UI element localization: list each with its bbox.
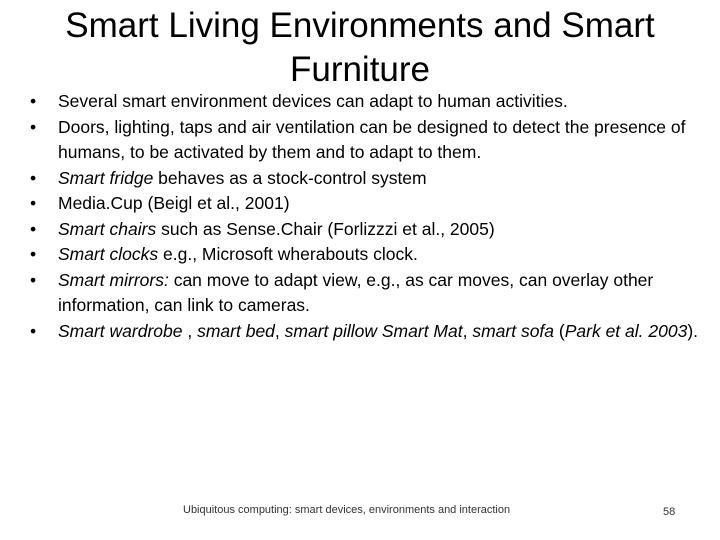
list-item (30, 166, 700, 192)
bullet-text: ( (554, 320, 565, 341)
bullet-emphasis: smart pillow Smart Mat (284, 320, 463, 341)
bullet-text: such as Sense.Chair (Forlizzzi et al., 2005) (156, 218, 495, 239)
bullet-icon: • (30, 116, 37, 137)
bullet-emphasis: Smart clocks (58, 244, 159, 264)
bullet-text: Media.Cup (Beigl et al., 2001) (58, 193, 290, 213)
bullet-icon: • (30, 91, 37, 111)
bullet-icon: • (30, 320, 37, 341)
list-item (30, 89, 700, 115)
bullet-emphasis: Smart wardrobe (58, 320, 183, 341)
page-number: 58 (663, 506, 676, 518)
bullet-emphasis: Smart chairs (58, 218, 157, 239)
list-item (30, 242, 700, 268)
bullet-text: , (182, 320, 198, 341)
list-item (30, 191, 700, 217)
bullet-emphasis: Smart mirrors: (58, 269, 169, 290)
slide-title: Smart Living Environments and Smart Furniture (65, 6, 655, 89)
bullet-text: , (462, 320, 473, 341)
bullet-text: , (274, 320, 285, 341)
list-item (30, 319, 700, 345)
bullet-icon: • (30, 218, 37, 239)
bullet-emphasis: smart sofa (472, 320, 555, 341)
bullet-text: ). (687, 320, 699, 341)
bullet-icon: • (30, 244, 37, 264)
bullet-icon: • (30, 167, 37, 188)
bullet-emphasis: Park et al. 2003 (564, 320, 688, 341)
bullet-text: can move to adapt view, e.g., as car moves, can overlay other information, can link to cameras. (58, 269, 654, 315)
list-item (30, 217, 700, 243)
bullet-emphasis: Smart fridge (58, 167, 154, 188)
list-item (30, 115, 700, 166)
bullet-icon: • (30, 193, 37, 213)
bullet-list (30, 89, 700, 344)
list-item (30, 268, 700, 319)
bullet-text: behaves as a stock-control system (153, 167, 427, 188)
bullet-text: Doors, lighting, taps and air ventilation can be designed to detect the presence of humans, to be activated by them and to adapt to them. (58, 116, 686, 162)
bullet-emphasis: smart bed (197, 320, 275, 341)
bullet-text: e.g., Microsoft wherabouts clock. (158, 244, 418, 264)
bullet-icon: • (30, 269, 37, 290)
bullet-text: Several smart environment devices can adapt to human activities. (58, 91, 568, 111)
slide-footer: Ubiquitous computing: smart devices, environments and interaction (183, 504, 511, 516)
